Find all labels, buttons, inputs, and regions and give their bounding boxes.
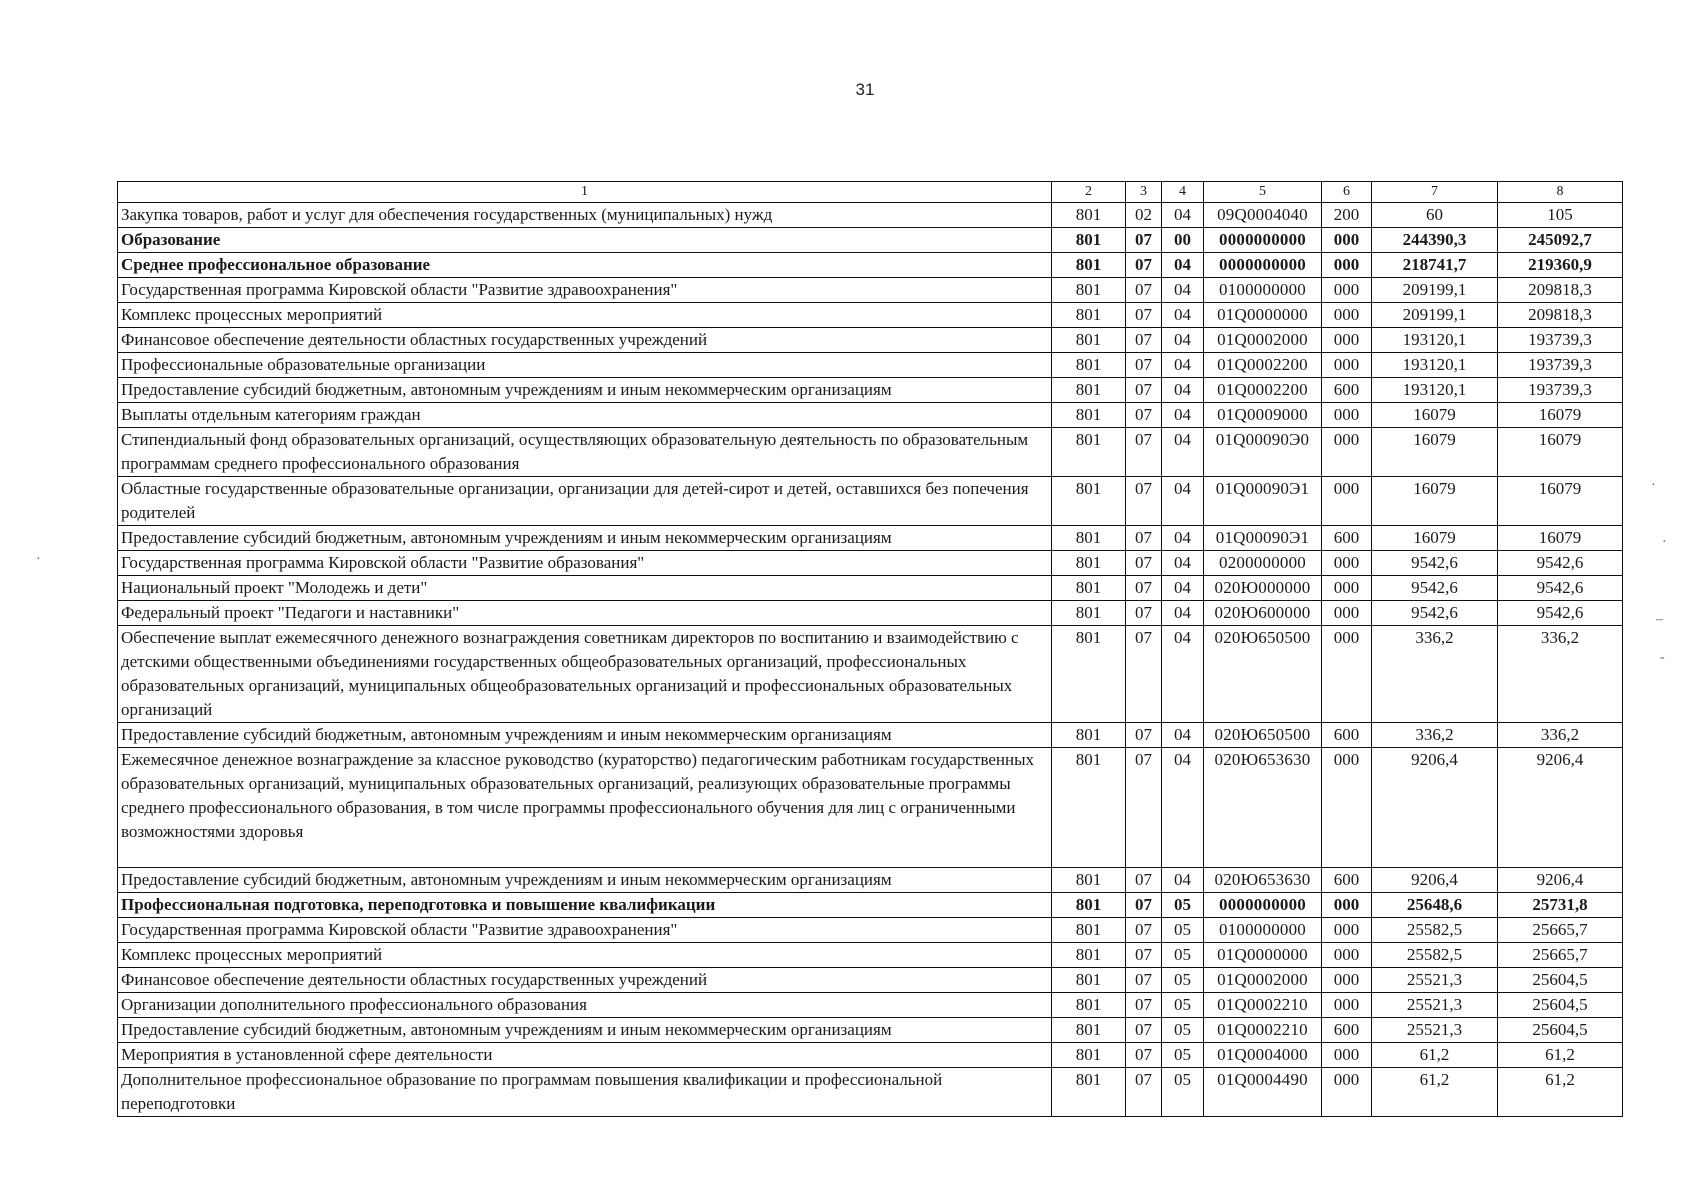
cell-c7: 9206,4 — [1372, 868, 1498, 893]
cell-c2: 801 — [1052, 748, 1126, 868]
column-header: 6 — [1322, 182, 1372, 203]
row-name-cell: Закупка товаров, работ и услуг для обеспечения государственных (муниципальных) нужд — [118, 203, 1052, 228]
cell-c8: 61,2 — [1498, 1068, 1623, 1117]
cell-c5: 0000000000 — [1204, 893, 1322, 918]
cell-c5: 01Q0002000 — [1204, 328, 1322, 353]
cell-c8: 9542,6 — [1498, 576, 1623, 601]
cell-c4: 00 — [1162, 228, 1204, 253]
column-header: 2 — [1052, 182, 1126, 203]
cell-c5: 01Q00090Э1 — [1204, 526, 1322, 551]
cell-c2: 801 — [1052, 353, 1126, 378]
cell-c4: 04 — [1162, 353, 1204, 378]
cell-c8: 16079 — [1498, 428, 1623, 477]
cell-c8: 193739,3 — [1498, 328, 1623, 353]
cell-c3: 07 — [1126, 551, 1162, 576]
cell-c8: 61,2 — [1498, 1043, 1623, 1068]
cell-c3: 07 — [1126, 328, 1162, 353]
cell-c5: 01Q0002000 — [1204, 968, 1322, 993]
table-row — [118, 626, 1623, 723]
table-row — [118, 328, 1623, 353]
table-row — [118, 477, 1623, 526]
cell-c4: 04 — [1162, 526, 1204, 551]
cell-c3: 07 — [1126, 378, 1162, 403]
header-row — [118, 182, 1623, 203]
table-row — [118, 968, 1623, 993]
cell-c3: 07 — [1126, 278, 1162, 303]
cell-c6: 600 — [1322, 1018, 1372, 1043]
column-header: 7 — [1372, 182, 1498, 203]
cell-c5: 020Ю653630 — [1204, 868, 1322, 893]
cell-c2: 801 — [1052, 1043, 1126, 1068]
cell-c2: 801 — [1052, 203, 1126, 228]
scan-speck: - — [1660, 650, 1665, 665]
cell-c6: 000 — [1322, 353, 1372, 378]
cell-c8: 25604,5 — [1498, 968, 1623, 993]
cell-c6: 000 — [1322, 993, 1372, 1018]
cell-c6: 000 — [1322, 918, 1372, 943]
table-row — [118, 1018, 1623, 1043]
table-row — [118, 723, 1623, 748]
cell-c7: 209199,1 — [1372, 278, 1498, 303]
cell-c6: 000 — [1322, 748, 1372, 868]
cell-c8: 209818,3 — [1498, 303, 1623, 328]
scan-speck: · — [36, 552, 41, 567]
row-name-cell: Государственная программа Кировской области "Развитие здравоохранения" — [118, 918, 1052, 943]
cell-c2: 801 — [1052, 1068, 1126, 1117]
cell-c4: 05 — [1162, 1068, 1204, 1117]
cell-c5: 020Ю650500 — [1204, 723, 1322, 748]
cell-c4: 04 — [1162, 428, 1204, 477]
cell-c4: 04 — [1162, 551, 1204, 576]
table-row — [118, 353, 1623, 378]
cell-c8: 193739,3 — [1498, 378, 1623, 403]
cell-c6: 000 — [1322, 403, 1372, 428]
cell-c5: 0000000000 — [1204, 228, 1322, 253]
cell-c7: 25582,5 — [1372, 943, 1498, 968]
budget-table — [117, 181, 1623, 1117]
cell-c8: 245092,7 — [1498, 228, 1623, 253]
cell-c7: 16079 — [1372, 526, 1498, 551]
cell-c7: 218741,7 — [1372, 253, 1498, 278]
cell-c4: 04 — [1162, 203, 1204, 228]
cell-c3: 07 — [1126, 228, 1162, 253]
table-row — [118, 1043, 1623, 1068]
cell-c8: 9542,6 — [1498, 551, 1623, 576]
row-name-cell: Образование — [118, 228, 1052, 253]
cell-c6: 000 — [1322, 1068, 1372, 1117]
cell-c2: 801 — [1052, 526, 1126, 551]
cell-c7: 9542,6 — [1372, 576, 1498, 601]
cell-c6: 000 — [1322, 968, 1372, 993]
table-row — [118, 1068, 1623, 1117]
row-name-cell: Обеспечение выплат ежемесячного денежного вознаграждения советникам директоров по воспитанию и взаимодействию с детскими общественными объединениями государственных общеобразовательных организаций, профессиональных образовательных организаций, муниципальных общеобразовательных организаций и профессиональных образовательных организаций — [118, 626, 1052, 723]
cell-c7: 25648,6 — [1372, 893, 1498, 918]
cell-c2: 801 — [1052, 428, 1126, 477]
cell-c6: 600 — [1322, 723, 1372, 748]
column-header: 4 — [1162, 182, 1204, 203]
cell-c4: 04 — [1162, 253, 1204, 278]
cell-c8: 336,2 — [1498, 626, 1623, 723]
cell-c4: 05 — [1162, 1043, 1204, 1068]
cell-c7: 25582,5 — [1372, 918, 1498, 943]
cell-c8: 25604,5 — [1498, 1018, 1623, 1043]
cell-c3: 07 — [1126, 626, 1162, 723]
cell-c4: 04 — [1162, 748, 1204, 868]
cell-c5: 01Q0002210 — [1204, 1018, 1322, 1043]
cell-c2: 801 — [1052, 868, 1126, 893]
cell-c5: 01Q0002200 — [1204, 353, 1322, 378]
cell-c3: 07 — [1126, 576, 1162, 601]
cell-c3: 07 — [1126, 526, 1162, 551]
row-name-cell: Предоставление субсидий бюджетным, автономным учреждениям и иным некоммерческим организациям — [118, 868, 1052, 893]
table-row — [118, 228, 1623, 253]
cell-c6: 000 — [1322, 551, 1372, 576]
table-row — [118, 278, 1623, 303]
cell-c8: 25604,5 — [1498, 993, 1623, 1018]
cell-c2: 801 — [1052, 723, 1126, 748]
row-name-cell: Дополнительное профессиональное образование по программам повышения квалификации и профессиональной переподготовки — [118, 1068, 1052, 1117]
row-name-cell: Государственная программа Кировской области "Развитие здравоохранения" — [118, 278, 1052, 303]
cell-c4: 04 — [1162, 626, 1204, 723]
row-name-cell: Федеральный проект "Педагоги и наставники" — [118, 601, 1052, 626]
cell-c2: 801 — [1052, 968, 1126, 993]
cell-c7: 9206,4 — [1372, 748, 1498, 868]
cell-c5: 01Q0004490 — [1204, 1068, 1322, 1117]
row-name-cell: Финансовое обеспечение деятельности областных государственных учреждений — [118, 328, 1052, 353]
cell-c6: 000 — [1322, 428, 1372, 477]
cell-c3: 07 — [1126, 893, 1162, 918]
cell-c2: 801 — [1052, 918, 1126, 943]
cell-c7: 336,2 — [1372, 723, 1498, 748]
table-row — [118, 203, 1623, 228]
cell-c5: 0000000000 — [1204, 253, 1322, 278]
cell-c5: 020Ю600000 — [1204, 601, 1322, 626]
row-name-cell: Предоставление субсидий бюджетным, автономным учреждениям и иным некоммерческим организациям — [118, 723, 1052, 748]
cell-c8: 16079 — [1498, 477, 1623, 526]
cell-c6: 600 — [1322, 868, 1372, 893]
cell-c7: 209199,1 — [1372, 303, 1498, 328]
column-header: 8 — [1498, 182, 1623, 203]
cell-c6: 000 — [1322, 1043, 1372, 1068]
scan-speck: – — [1656, 612, 1663, 627]
cell-c7: 25521,3 — [1372, 1018, 1498, 1043]
cell-c8: 336,2 — [1498, 723, 1623, 748]
cell-c6: 000 — [1322, 278, 1372, 303]
cell-c5: 0200000000 — [1204, 551, 1322, 576]
table-row — [118, 943, 1623, 968]
cell-c8: 25665,7 — [1498, 918, 1623, 943]
row-name-cell: Областные государственные образовательные организации, организации для детей-сирот и детей, оставшихся без попечения родителей — [118, 477, 1052, 526]
column-header: 3 — [1126, 182, 1162, 203]
cell-c3: 07 — [1126, 601, 1162, 626]
cell-c2: 801 — [1052, 378, 1126, 403]
cell-c7: 9542,6 — [1372, 551, 1498, 576]
cell-c2: 801 — [1052, 1018, 1126, 1043]
cell-c4: 04 — [1162, 328, 1204, 353]
cell-c3: 07 — [1126, 1068, 1162, 1117]
table-row — [118, 918, 1623, 943]
cell-c2: 801 — [1052, 477, 1126, 526]
cell-c4: 04 — [1162, 477, 1204, 526]
cell-c2: 801 — [1052, 303, 1126, 328]
row-name-cell: Финансовое обеспечение деятельности областных государственных учреждений — [118, 968, 1052, 993]
cell-c8: 9542,6 — [1498, 601, 1623, 626]
cell-c3: 07 — [1126, 477, 1162, 526]
cell-c6: 000 — [1322, 303, 1372, 328]
cell-c2: 801 — [1052, 993, 1126, 1018]
cell-c6: 600 — [1322, 378, 1372, 403]
cell-c7: 244390,3 — [1372, 228, 1498, 253]
column-header: 1 — [118, 182, 1052, 203]
table-row — [118, 526, 1623, 551]
cell-c6: 000 — [1322, 893, 1372, 918]
cell-c3: 07 — [1126, 1043, 1162, 1068]
cell-c3: 07 — [1126, 868, 1162, 893]
cell-c2: 801 — [1052, 403, 1126, 428]
cell-c3: 07 — [1126, 353, 1162, 378]
table-row — [118, 428, 1623, 477]
cell-c6: 600 — [1322, 526, 1372, 551]
cell-c6: 000 — [1322, 626, 1372, 723]
cell-c8: 193739,3 — [1498, 353, 1623, 378]
cell-c7: 193120,1 — [1372, 328, 1498, 353]
table-row — [118, 378, 1623, 403]
cell-c5: 09Q0004040 — [1204, 203, 1322, 228]
cell-c4: 04 — [1162, 576, 1204, 601]
row-name-cell: Мероприятия в установленной сфере деятельности — [118, 1043, 1052, 1068]
cell-c5: 01Q0002210 — [1204, 993, 1322, 1018]
cell-c3: 07 — [1126, 748, 1162, 868]
cell-c4: 04 — [1162, 601, 1204, 626]
cell-c3: 07 — [1126, 723, 1162, 748]
cell-c6: 000 — [1322, 228, 1372, 253]
cell-c4: 05 — [1162, 1018, 1204, 1043]
cell-c3: 07 — [1126, 1018, 1162, 1043]
cell-c7: 61,2 — [1372, 1068, 1498, 1117]
cell-c4: 04 — [1162, 868, 1204, 893]
page-number: 31 — [855, 80, 875, 99]
cell-c2: 801 — [1052, 601, 1126, 626]
table-row — [118, 601, 1623, 626]
cell-c7: 16079 — [1372, 403, 1498, 428]
cell-c2: 801 — [1052, 551, 1126, 576]
cell-c6: 000 — [1322, 328, 1372, 353]
cell-c8: 209818,3 — [1498, 278, 1623, 303]
cell-c8: 25731,8 — [1498, 893, 1623, 918]
cell-c5: 01Q00090Э1 — [1204, 477, 1322, 526]
table-row — [118, 893, 1623, 918]
cell-c2: 801 — [1052, 626, 1126, 723]
cell-c2: 801 — [1052, 576, 1126, 601]
cell-c5: 01Q0002200 — [1204, 378, 1322, 403]
cell-c5: 01Q0000000 — [1204, 943, 1322, 968]
cell-c6: 200 — [1322, 203, 1372, 228]
cell-c4: 05 — [1162, 893, 1204, 918]
cell-c8: 25665,7 — [1498, 943, 1623, 968]
table-row — [118, 403, 1623, 428]
row-name-cell: Национальный проект "Молодежь и дети" — [118, 576, 1052, 601]
cell-c5: 01Q00090Э0 — [1204, 428, 1322, 477]
cell-c7: 9542,6 — [1372, 601, 1498, 626]
table-body — [118, 182, 1623, 1117]
table-row — [118, 253, 1623, 278]
cell-c5: 0100000000 — [1204, 918, 1322, 943]
cell-c4: 05 — [1162, 918, 1204, 943]
cell-c2: 801 — [1052, 943, 1126, 968]
scan-speck: · — [1651, 478, 1656, 493]
cell-c4: 04 — [1162, 378, 1204, 403]
cell-c7: 25521,3 — [1372, 968, 1498, 993]
cell-c4: 04 — [1162, 278, 1204, 303]
table-row — [118, 868, 1623, 893]
cell-c6: 000 — [1322, 477, 1372, 526]
cell-c3: 07 — [1126, 918, 1162, 943]
cell-c7: 16079 — [1372, 477, 1498, 526]
cell-c2: 801 — [1052, 253, 1126, 278]
table-row — [118, 551, 1623, 576]
cell-c6: 000 — [1322, 576, 1372, 601]
table-row — [118, 576, 1623, 601]
cell-c7: 193120,1 — [1372, 378, 1498, 403]
cell-c8: 105 — [1498, 203, 1623, 228]
row-name-cell: Стипендиальный фонд образовательных организаций, осуществляющих образовательную деятельность по образовательным программам среднего профессионального образования — [118, 428, 1052, 477]
cell-c5: 020Ю000000 — [1204, 576, 1322, 601]
cell-c3: 07 — [1126, 968, 1162, 993]
cell-c3: 07 — [1126, 403, 1162, 428]
cell-c5: 01Q0004000 — [1204, 1043, 1322, 1068]
row-name-cell: Предоставление субсидий бюджетным, автономным учреждениям и иным некоммерческим организациям — [118, 526, 1052, 551]
row-name-cell: Организации дополнительного профессионального образования — [118, 993, 1052, 1018]
cell-c2: 801 — [1052, 893, 1126, 918]
row-name-cell: Среднее профессиональное образование — [118, 253, 1052, 278]
cell-c3: 07 — [1126, 993, 1162, 1018]
cell-c7: 61,2 — [1372, 1043, 1498, 1068]
cell-c4: 04 — [1162, 303, 1204, 328]
cell-c4: 04 — [1162, 403, 1204, 428]
cell-c4: 05 — [1162, 943, 1204, 968]
row-name-cell: Комплекс процессных мероприятий — [118, 943, 1052, 968]
cell-c5: 01Q0000000 — [1204, 303, 1322, 328]
cell-c3: 07 — [1126, 943, 1162, 968]
table-row — [118, 748, 1623, 868]
cell-c4: 05 — [1162, 993, 1204, 1018]
column-header: 5 — [1204, 182, 1322, 203]
cell-c7: 25521,3 — [1372, 993, 1498, 1018]
cell-c5: 020Ю653630 — [1204, 748, 1322, 868]
scan-speck: · — [1662, 535, 1667, 550]
cell-c7: 193120,1 — [1372, 353, 1498, 378]
cell-c5: 020Ю650500 — [1204, 626, 1322, 723]
row-name-cell: Ежемесячное денежное вознаграждение за классное руководство (кураторство) педагогическим работникам государственных образовательных организаций, муниципальных образовательных организаций, реализующих образовательные программы среднего профессионального образования, в том числе программы профессионального обучения для лиц с ограниченными возможностями здоровья — [118, 748, 1052, 868]
cell-c7: 60 — [1372, 203, 1498, 228]
cell-c2: 801 — [1052, 328, 1126, 353]
cell-c8: 16079 — [1498, 403, 1623, 428]
cell-c7: 16079 — [1372, 428, 1498, 477]
cell-c3: 02 — [1126, 203, 1162, 228]
row-name-cell: Комплекс процессных мероприятий — [118, 303, 1052, 328]
row-name-cell: Профессиональные образовательные организации — [118, 353, 1052, 378]
row-name-cell: Предоставление субсидий бюджетным, автономным учреждениям и иным некоммерческим организациям — [118, 1018, 1052, 1043]
cell-c6: 000 — [1322, 253, 1372, 278]
cell-c3: 07 — [1126, 303, 1162, 328]
cell-c6: 000 — [1322, 943, 1372, 968]
cell-c8: 9206,4 — [1498, 748, 1623, 868]
cell-c5: 01Q0009000 — [1204, 403, 1322, 428]
cell-c2: 801 — [1052, 228, 1126, 253]
row-name-cell: Выплаты отдельным категориям граждан — [118, 403, 1052, 428]
row-name-cell: Профессиональная подготовка, переподготовка и повышение квалификации — [118, 893, 1052, 918]
table-row — [118, 303, 1623, 328]
cell-c8: 16079 — [1498, 526, 1623, 551]
cell-c5: 0100000000 — [1204, 278, 1322, 303]
cell-c6: 000 — [1322, 601, 1372, 626]
cell-c8: 219360,9 — [1498, 253, 1623, 278]
table-row — [118, 993, 1623, 1018]
row-name-cell: Государственная программа Кировской области "Развитие образования" — [118, 551, 1052, 576]
cell-c3: 07 — [1126, 428, 1162, 477]
cell-c2: 801 — [1052, 278, 1126, 303]
cell-c4: 05 — [1162, 968, 1204, 993]
cell-c3: 07 — [1126, 253, 1162, 278]
cell-c4: 04 — [1162, 723, 1204, 748]
cell-c7: 336,2 — [1372, 626, 1498, 723]
row-name-cell: Предоставление субсидий бюджетным, автономным учреждениям и иным некоммерческим организациям — [118, 378, 1052, 403]
cell-c8: 9206,4 — [1498, 868, 1623, 893]
